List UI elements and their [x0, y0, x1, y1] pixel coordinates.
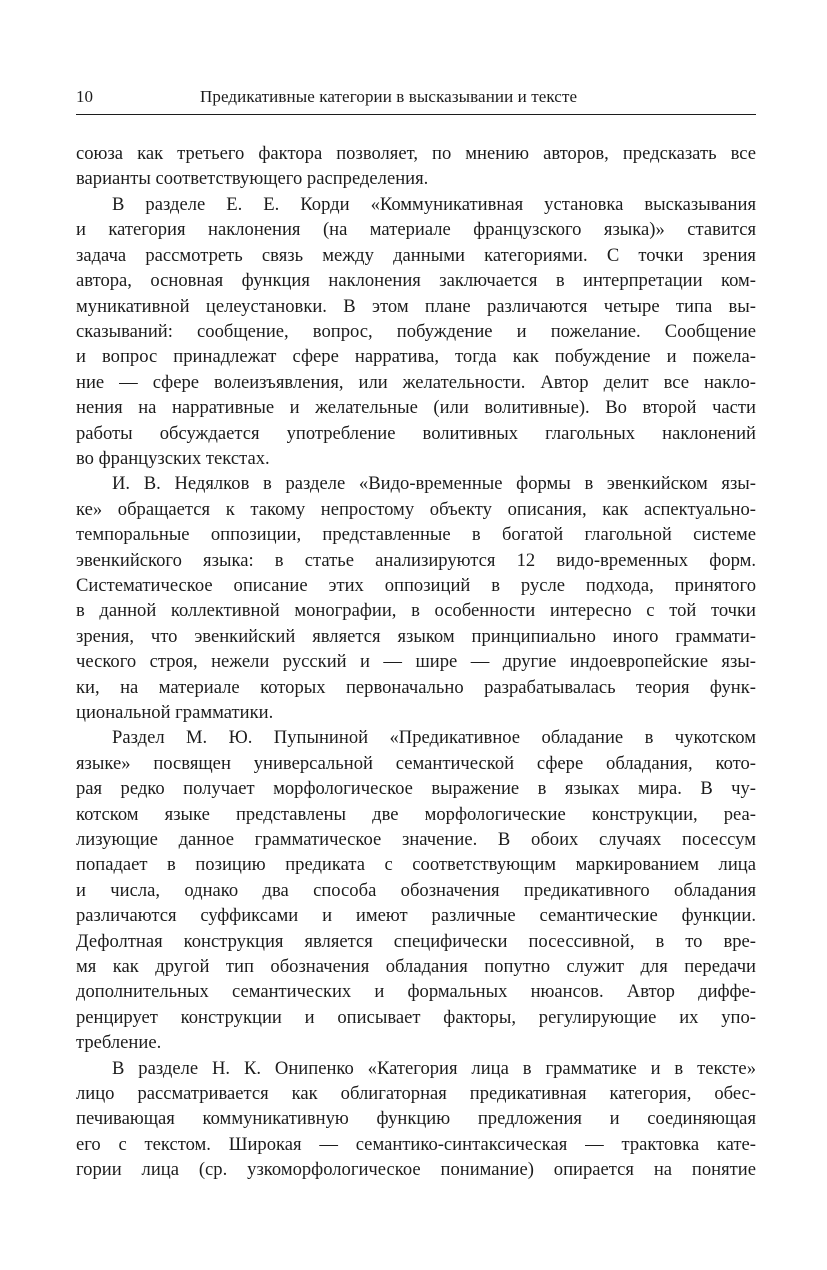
text-line: автора, основная функция наклонения заключается в интерпретации ком-: [76, 270, 756, 291]
text-line: работы обсуждается употребление волитивных глагольных наклонений: [76, 423, 756, 444]
text-line: языке» посвящен универсальной семантической сфере обладания, кото-: [76, 753, 756, 774]
text-line: ние — сфере волеизъявления, или желательности. Автор делит все накло-: [76, 372, 756, 393]
book-page: [76, 0, 756, 1270]
text-line: И. В. Недялков в разделе «Видо-временные формы в эвенкийском язы-: [112, 473, 756, 494]
text-line: Дефолтная конструкция является специфически посессивной, в то вре-: [76, 931, 756, 952]
running-title: Предикативные категории в высказывании и тексте: [200, 87, 578, 106]
text-line: эвенкийского языка: в статье анализируются 12 видо-временных форм.: [76, 550, 756, 571]
text-line: лизующие данное грамматическое значение. В обоих случаях посессум: [76, 829, 756, 850]
header-rule: [76, 114, 756, 115]
text-line: Раздел М. Ю. Пупыниной «Предикативное обладание в чукотском: [112, 727, 756, 748]
text-line: задача рассмотреть связь между данными категориями. С точки зрения: [76, 245, 756, 266]
text-line: В разделе Н. К. Онипенко «Категория лица в грамматике и в тексте»: [112, 1058, 756, 1079]
text-line: ренцирует конструкции и описывает факторы, регулирующие их упо-: [76, 1007, 756, 1028]
text-line: котском языке представлены две морфологические конструкции, реа-: [76, 804, 756, 825]
text-line: и категория наклонения (на материале французского языка)» ставится: [76, 219, 756, 240]
text-line: зрения, что эвенкийский является языком принципиально иного граммати-: [76, 626, 756, 647]
text-line: ческого строя, нежели русский и — шире — другие индоевропейские язы-: [76, 651, 756, 672]
running-head: [76, 86, 756, 112]
text-line: нения на нарративные и желательные (или волитивные). Во второй части: [76, 397, 756, 418]
page-number: 10: [76, 87, 93, 106]
text-line: ке» обращается к такому непростому объекту описания, как аспектуально-: [76, 499, 756, 520]
text-line: его с текстом. Широкая — семантико-синтаксическая — трактовка кате-: [76, 1134, 756, 1155]
text-line: циональной грамматики.: [76, 702, 274, 723]
text-line: и вопрос принадлежат сфере нарратива, тогда как побуждение и пожела-: [76, 346, 756, 367]
text-line: дополнительных семантических и формальных нюансов. Автор диффе-: [76, 981, 756, 1002]
text-line: лицо рассматривается как облигаторная предикативная категория, обес-: [76, 1083, 756, 1104]
text-line: различаются суффиксами и имеют различные семантические функции.: [76, 905, 756, 926]
text-line: союза как третьего фактора позволяет, по мнению авторов, предсказать все: [76, 143, 756, 164]
text-line: рая редко получает морфологическое выражение в языках мира. В чу-: [76, 778, 756, 799]
text-line: муникативной целеустановки. В этом плане различаются четыре типа вы-: [76, 296, 756, 317]
text-line: темпоральные оппозиции, представленные в богатой глагольной системе: [76, 524, 756, 545]
text-line: сказываний: сообщение, вопрос, побуждение и пожелание. Сообщение: [76, 321, 756, 342]
text-line: попадает в позицию предиката с соответствующим маркированием лица: [76, 854, 756, 875]
text-line: мя как другой тип обозначения обладания попутно служит для передачи: [76, 956, 756, 977]
text-line: гории лица (ср. узкоморфологическое понимание) опирается на понятие: [76, 1159, 756, 1180]
text-line: в данной коллективной монографии, в особенности интересно с той точки: [76, 600, 756, 621]
text-line: во французских текстах.: [76, 448, 270, 469]
text-line: требление.: [76, 1032, 162, 1053]
text-line: Систематическое описание этих оппозиций в русле подхода, принятого: [76, 575, 756, 596]
text-line: варианты соответствующего распределения.: [76, 168, 429, 189]
text-line: и числа, однако два способа обозначения предикативного обладания: [76, 880, 756, 901]
text-line: печивающая коммуникативную функцию предложения и соединяющая: [76, 1108, 756, 1129]
text-line: ки, на материале которых первоначально разрабатывалась теория функ-: [76, 677, 756, 698]
text-line: В разделе Е. Е. Корди «Коммуникативная установка высказывания: [112, 194, 756, 215]
